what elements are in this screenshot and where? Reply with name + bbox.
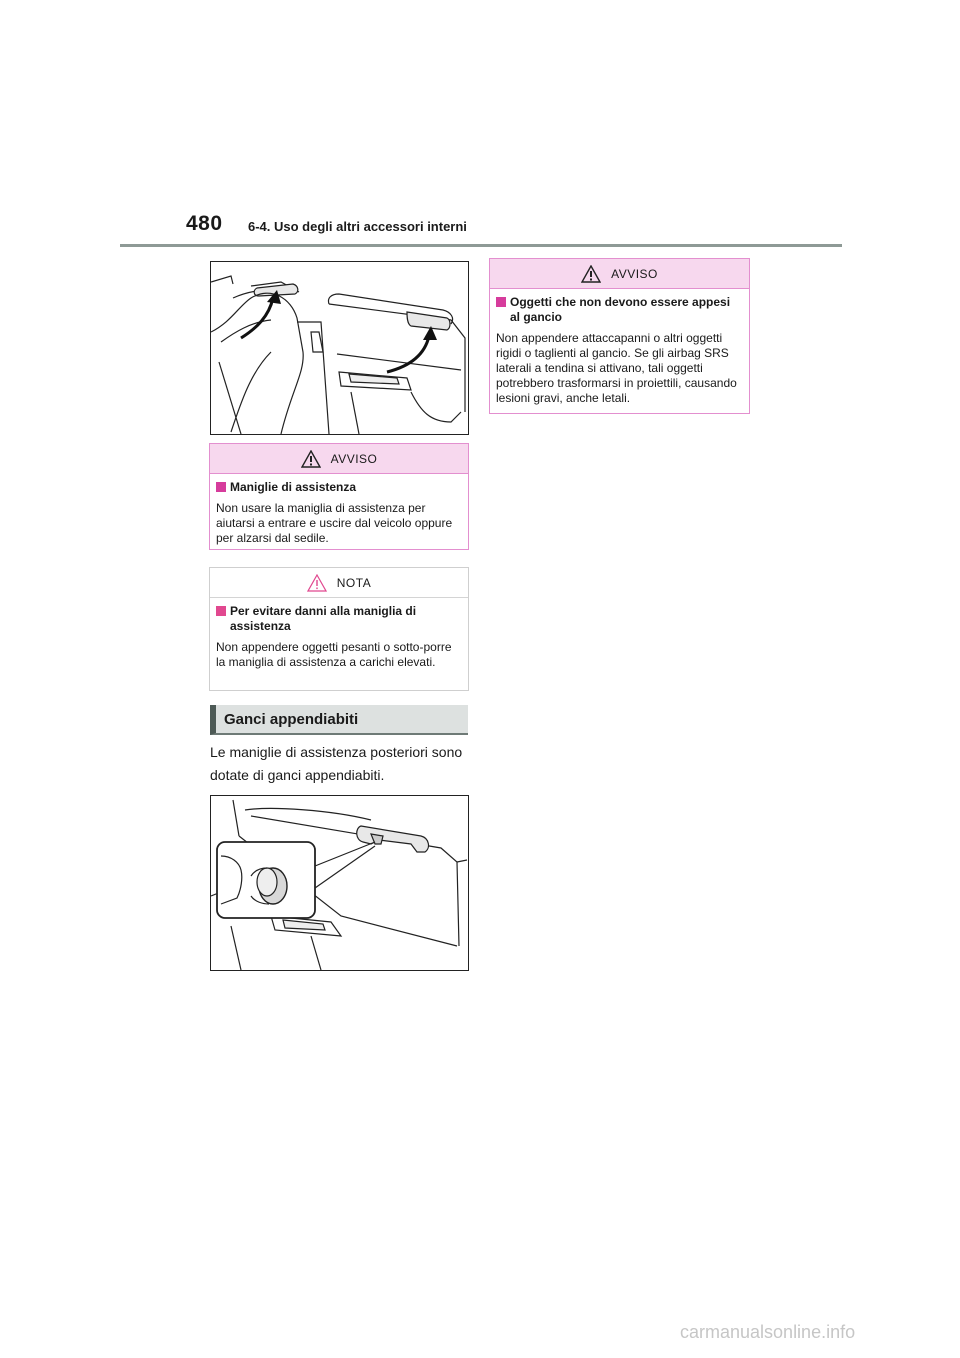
assist-grip-drawing	[211, 262, 468, 434]
note-title	[216, 604, 460, 634]
section-heading: Ganci appendiabiti	[210, 705, 468, 735]
warning-header	[490, 259, 749, 289]
warning-text: Non appendere attaccapanni o altri oggetti rigidi o taglienti al gancio. Se gli airbag SRS laterali a tendina si attivano, tali oggetti potrebbero trasformarsi in proiettili, causando lesioni gravi, anche letali.	[496, 331, 737, 405]
warning-triangle-icon	[581, 265, 601, 283]
warning-label: AVVISO	[611, 266, 658, 281]
bullet-square-icon	[496, 297, 506, 307]
warning-text: Non usare la maniglia di assistenza per aiutarsi a entrare e uscire dal veicolo oppure per alzarsi dal sedile.	[216, 501, 453, 545]
note-header	[210, 568, 468, 598]
warning-label: AVVISO	[330, 451, 378, 466]
warning-title-text: Oggetti che non devono essere appesi al gancio	[510, 295, 731, 324]
bullet-square-icon	[216, 482, 226, 492]
warning-title-text: Maniglie di assistenza	[230, 480, 357, 494]
note-title-text: Per evitare danni alla maniglia di assistenza	[230, 604, 417, 633]
warning-box-coat-hook	[489, 258, 750, 414]
watermark: carmanualsonline.info	[680, 1322, 856, 1342]
caution-triangle-icon	[307, 574, 327, 592]
header-rule	[120, 244, 842, 247]
note-box-assist-grip	[209, 567, 469, 691]
warning-box-assist-grip	[209, 443, 469, 550]
section-paragraph: Le maniglie di assistenza posteriori sono dotate di ganci appendiabiti.	[210, 744, 463, 783]
warning-title	[216, 480, 460, 495]
note-text: Non appendere oggetti pesanti o sotto-porre la maniglia di assistenza a carichi elevati.	[216, 640, 452, 669]
note-label: NOTA	[336, 575, 372, 590]
page-number: 480	[186, 212, 223, 235]
assist-grip-illustration	[210, 261, 469, 435]
bullet-square-icon	[216, 606, 226, 616]
coat-hook-drawing	[211, 796, 468, 970]
warning-triangle-icon	[301, 450, 321, 468]
section-title: 6-4. Uso degli altri accessori interni	[248, 219, 467, 234]
warning-header	[210, 444, 468, 474]
warning-title	[496, 295, 741, 325]
magnified-hook-callout	[217, 842, 315, 918]
coat-hook-illustration	[210, 795, 469, 971]
